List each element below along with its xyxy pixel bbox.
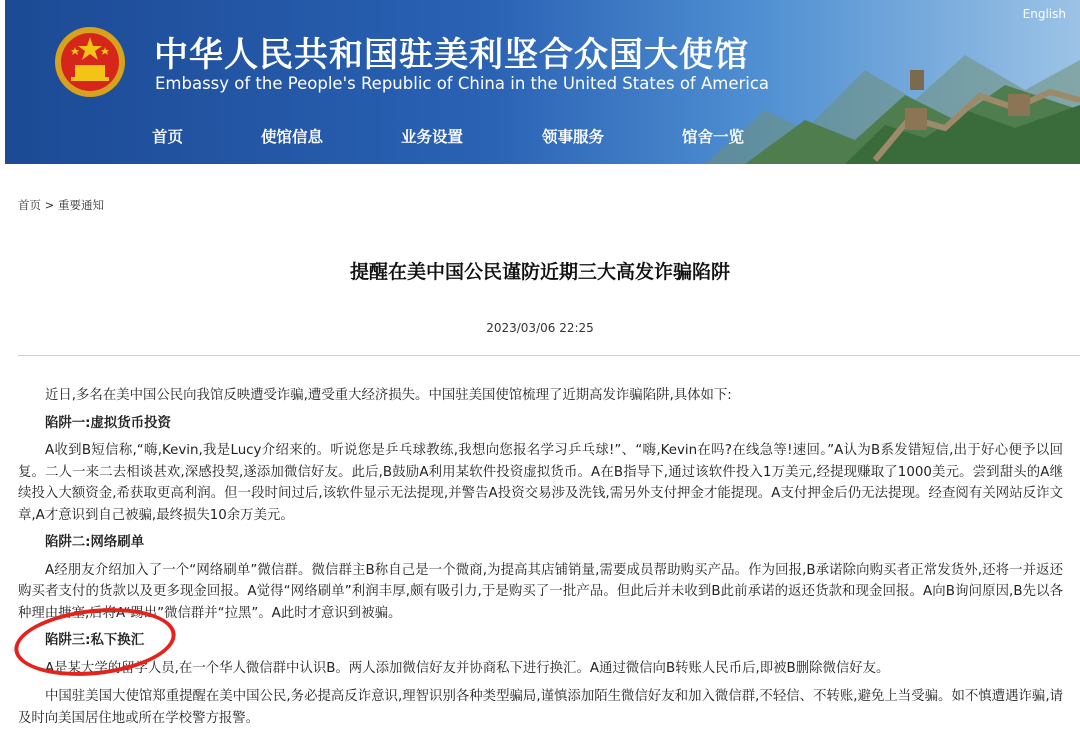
section-body-1: A收到B短信称,“嗨,Kevin,我是Lucy介绍来的。听说您是乒乓球教练,我想向您报名学习乒乓球!”、“嗨,Kevin在吗?在线急等!速回。”A认为B系发错短信,出于好心便予以回复。二人一来二去相谈甚欢,深感投契,遂添加微信好友。此后,B鼓励A利用某软件投资虚拟货币。A在B指导下,通过该软件投入1万美元,经提现赚取了1000美元。尝到甜头的A继续投入大额资金,希获取更高利润。但一段时间过后,该软件显示无法提现,并警告A投资交易涉及洗钱,需另外支付押金才能提现。A支付押金后仍无法提现。经查阅有关网站反诈文章,A才意识到自己被骗,最终损失10余万美元。 [18,443,1063,523]
header-banner [5,0,1080,164]
nav-item-consular[interactable]: 领事服务 [542,128,605,146]
section-body-3: A是某大学的留学人员,在一个华人微信群中认识B。两人添加微信好友并协商私下进行换汇。A通过微信向B转账人民币后,即被B删除微信好友。 [45,660,890,676]
national-emblem-icon [53,25,127,99]
article-body [18,385,1063,729]
nav-item-embassy-info[interactable]: 使馆信息 [261,128,324,146]
nav-item-home[interactable]: 首页 [152,128,184,146]
closing-paragraph: 中国驻美国大使馆郑重提醒在美中国公民,务必提高反诈意识,理智识别各种类型骗局,谨慎添加陌生微信好友和加入微信群,不轻信、不转账,避免上当受骗。如不慎遭遇诈骗,请及时向美国居住地或所在学校警方报警。 [18,689,1063,726]
article-title: 提醒在美中国公民谨防近期三大高发诈骗陷阱 [349,261,730,283]
article-date: 2023/03/06 22:25 [486,321,594,335]
nav-item-premises[interactable]: 馆舍一览 [682,128,745,146]
breadcrumb-current[interactable]: 重要通知 [57,198,104,212]
breadcrumb-separator: > [44,198,55,212]
breadcrumb-home[interactable]: 首页 [18,198,41,212]
site-title-en: Embassy of the People's Republic of China in the United States of America [155,74,770,93]
section-body-2: A经朋友介绍加入了一个“网络刷单”微信群。微信群主B称自己是一个微商,为提高其店铺销量,需要成员帮助购买产品。作为回报,B承诺除向购买者正常发货外,还将一并返还购买者支付的货款以及更多现金回报。A觉得“网络刷单”利润丰厚,颇有吸引力,于是购买了一批产品。但此后并未收到B此前承诺的返还货款和现金回报。A向B询问原因,B先以各种理由搪塞,后将A“踢出”微信群并“拉黑”。A此时才意识到被骗。 [18,562,1063,621]
main-nav [5,125,1080,149]
site-title-cn: 中华人民共和国驻美利坚合众国大使馆 [154,35,749,75]
nav-item-business[interactable]: 业务设置 [401,128,464,146]
intro-paragraph: 近日,多名在美中国公民向我馆反映遭受诈骗,遭受重大经济损失。中国驻美国使馆梳理了近期高发诈骗陷阱,具体如下: [45,388,732,403]
english-language-link[interactable]: English [1022,7,1066,21]
divider [18,355,1080,356]
section-heading-3: 陷阱三:私下换汇 [45,633,145,648]
breadcrumb [18,197,104,213]
section-heading-2: 陷阱二:网络刷单 [45,535,145,550]
section-heading-1: 陷阱一:虚拟货币投资 [45,415,171,431]
